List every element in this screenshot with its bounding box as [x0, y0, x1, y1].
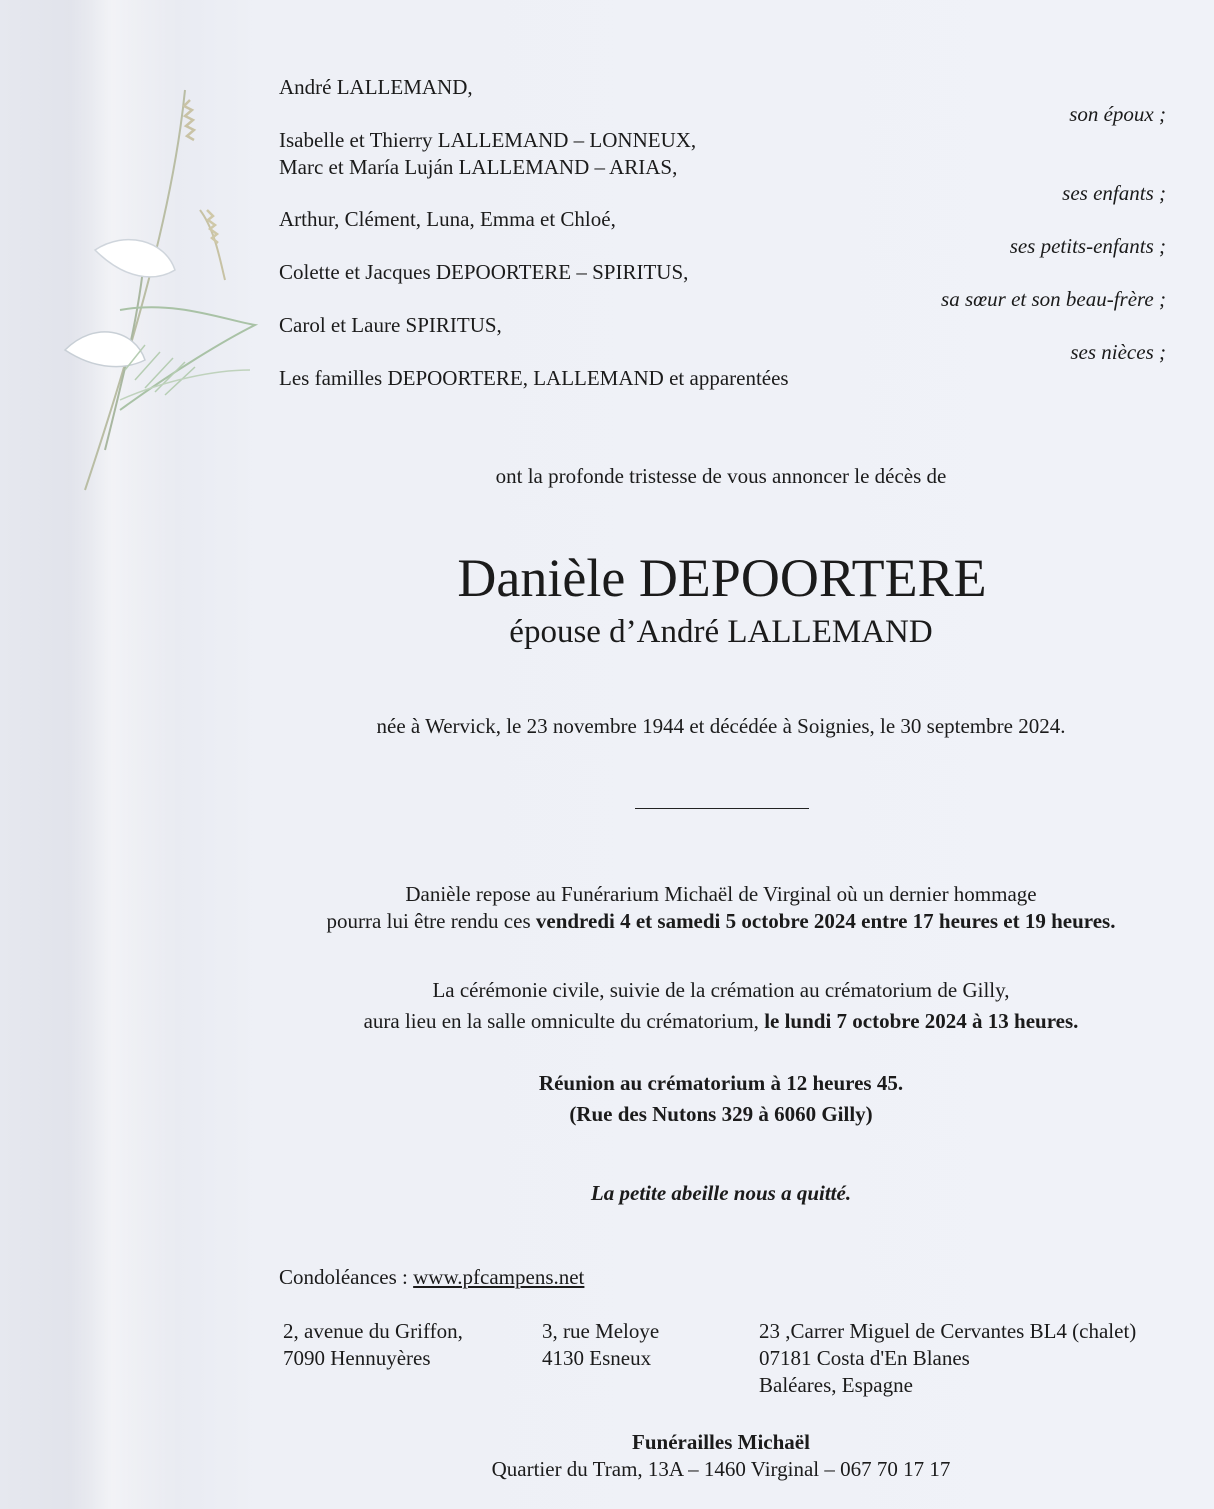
meeting-line-1: Réunion au crématorium à 12 heures 45.: [538, 1071, 904, 1095]
relation-3: ses petits-enfants ;: [1009, 234, 1166, 258]
visitation-line-2: [0, 906, 1214, 936]
address-line: 23 ,Carrer Miguel de Cervantes BL4 (chalet): [759, 1319, 1137, 1343]
ceremony-line-1: La cérémonie civile, suivie de la crémation au crématorium de Gilly,: [432, 978, 1010, 1002]
funeral-home-address: Quartier du Tram, 13A – 1460 Virginal – 067 70 17 17: [491, 1457, 951, 1481]
family-name-6: Les familles DEPOORTERE, LALLEMAND et apparentées: [279, 366, 789, 390]
address-line: 07181 Costa d'En Blanes: [759, 1346, 970, 1370]
deceased-spouse-line: épouse d’André LALLEMAND: [509, 614, 933, 650]
divider-line: [635, 808, 809, 809]
family-name-3: Arthur, Clément, Luna, Emma et Chloé,: [279, 207, 616, 231]
condolences-link[interactable]: www.pfcampens.net: [413, 1265, 585, 1289]
address-line: 2, avenue du Griffon,: [283, 1319, 463, 1343]
memorial-quote: La petite abeille nous a quitté.: [590, 1181, 852, 1205]
calla-lily-wheat-illustration: [25, 70, 265, 520]
family-name-1: André LALLEMAND,: [279, 75, 473, 99]
relation-2: ses enfants ;: [1062, 181, 1166, 205]
ceremony-line-2: [0, 1006, 1214, 1036]
visitation-line-2-prefix: pourra lui être rendu ces: [326, 909, 536, 933]
deceased-name: Danièle DEPOORTERE: [457, 548, 987, 608]
relation-4: sa sœur et son beau-frère ;: [941, 287, 1166, 311]
relation-5: ses nièces ;: [1070, 340, 1166, 364]
address-line: Baléares, Espagne: [759, 1373, 913, 1397]
address-griffon: [283, 1318, 463, 1372]
visitation-line-1: Danièle repose au Funérarium Michaël de Virginal où un dernier hommage: [405, 882, 1037, 906]
family-name-4: Colette et Jacques DEPOORTERE – SPIRITUS,: [279, 260, 689, 284]
family-name-5: Carol et Laure SPIRITUS,: [279, 313, 502, 337]
ceremony-line-2-prefix: aura lieu en la salle omniculte du crématorium,: [363, 1009, 765, 1033]
funeral-home-name: Funérailles Michaël: [632, 1430, 810, 1454]
address-line: 7090 Hennuyères: [283, 1346, 431, 1370]
family-name-2a: Isabelle et Thierry LALLEMAND – LONNEUX,: [279, 128, 697, 152]
ceremony-date: le lundi 7 octobre 2024 à 13 heures.: [764, 1009, 1079, 1033]
relation-1: son époux ;: [1069, 102, 1166, 126]
address-line: 4130 Esneux: [542, 1346, 652, 1370]
family-name-2b: Marc et María Luján LALLEMAND – ARIAS,: [279, 155, 678, 179]
address-line: 3, rue Meloye: [542, 1319, 660, 1343]
visitation-dates: vendredi 4 et samedi 5 octobre 2024 entre 17 heures et 19 heures.: [535, 909, 1116, 933]
condolences-label: Condoléances :: [279, 1265, 414, 1289]
announcement-text: ont la profonde tristesse de vous annoncer le décès de: [495, 464, 947, 488]
meeting-line-2: (Rue des Nutons 329 à 6060 Gilly): [569, 1102, 873, 1126]
address-spain: [759, 1318, 1136, 1399]
condolences-line: [279, 1264, 584, 1291]
deceased-dates: née à Wervick, le 23 novembre 1944 et décédée à Soignies, le 30 septembre 2024.: [376, 714, 1066, 738]
address-meloye: [542, 1318, 659, 1372]
